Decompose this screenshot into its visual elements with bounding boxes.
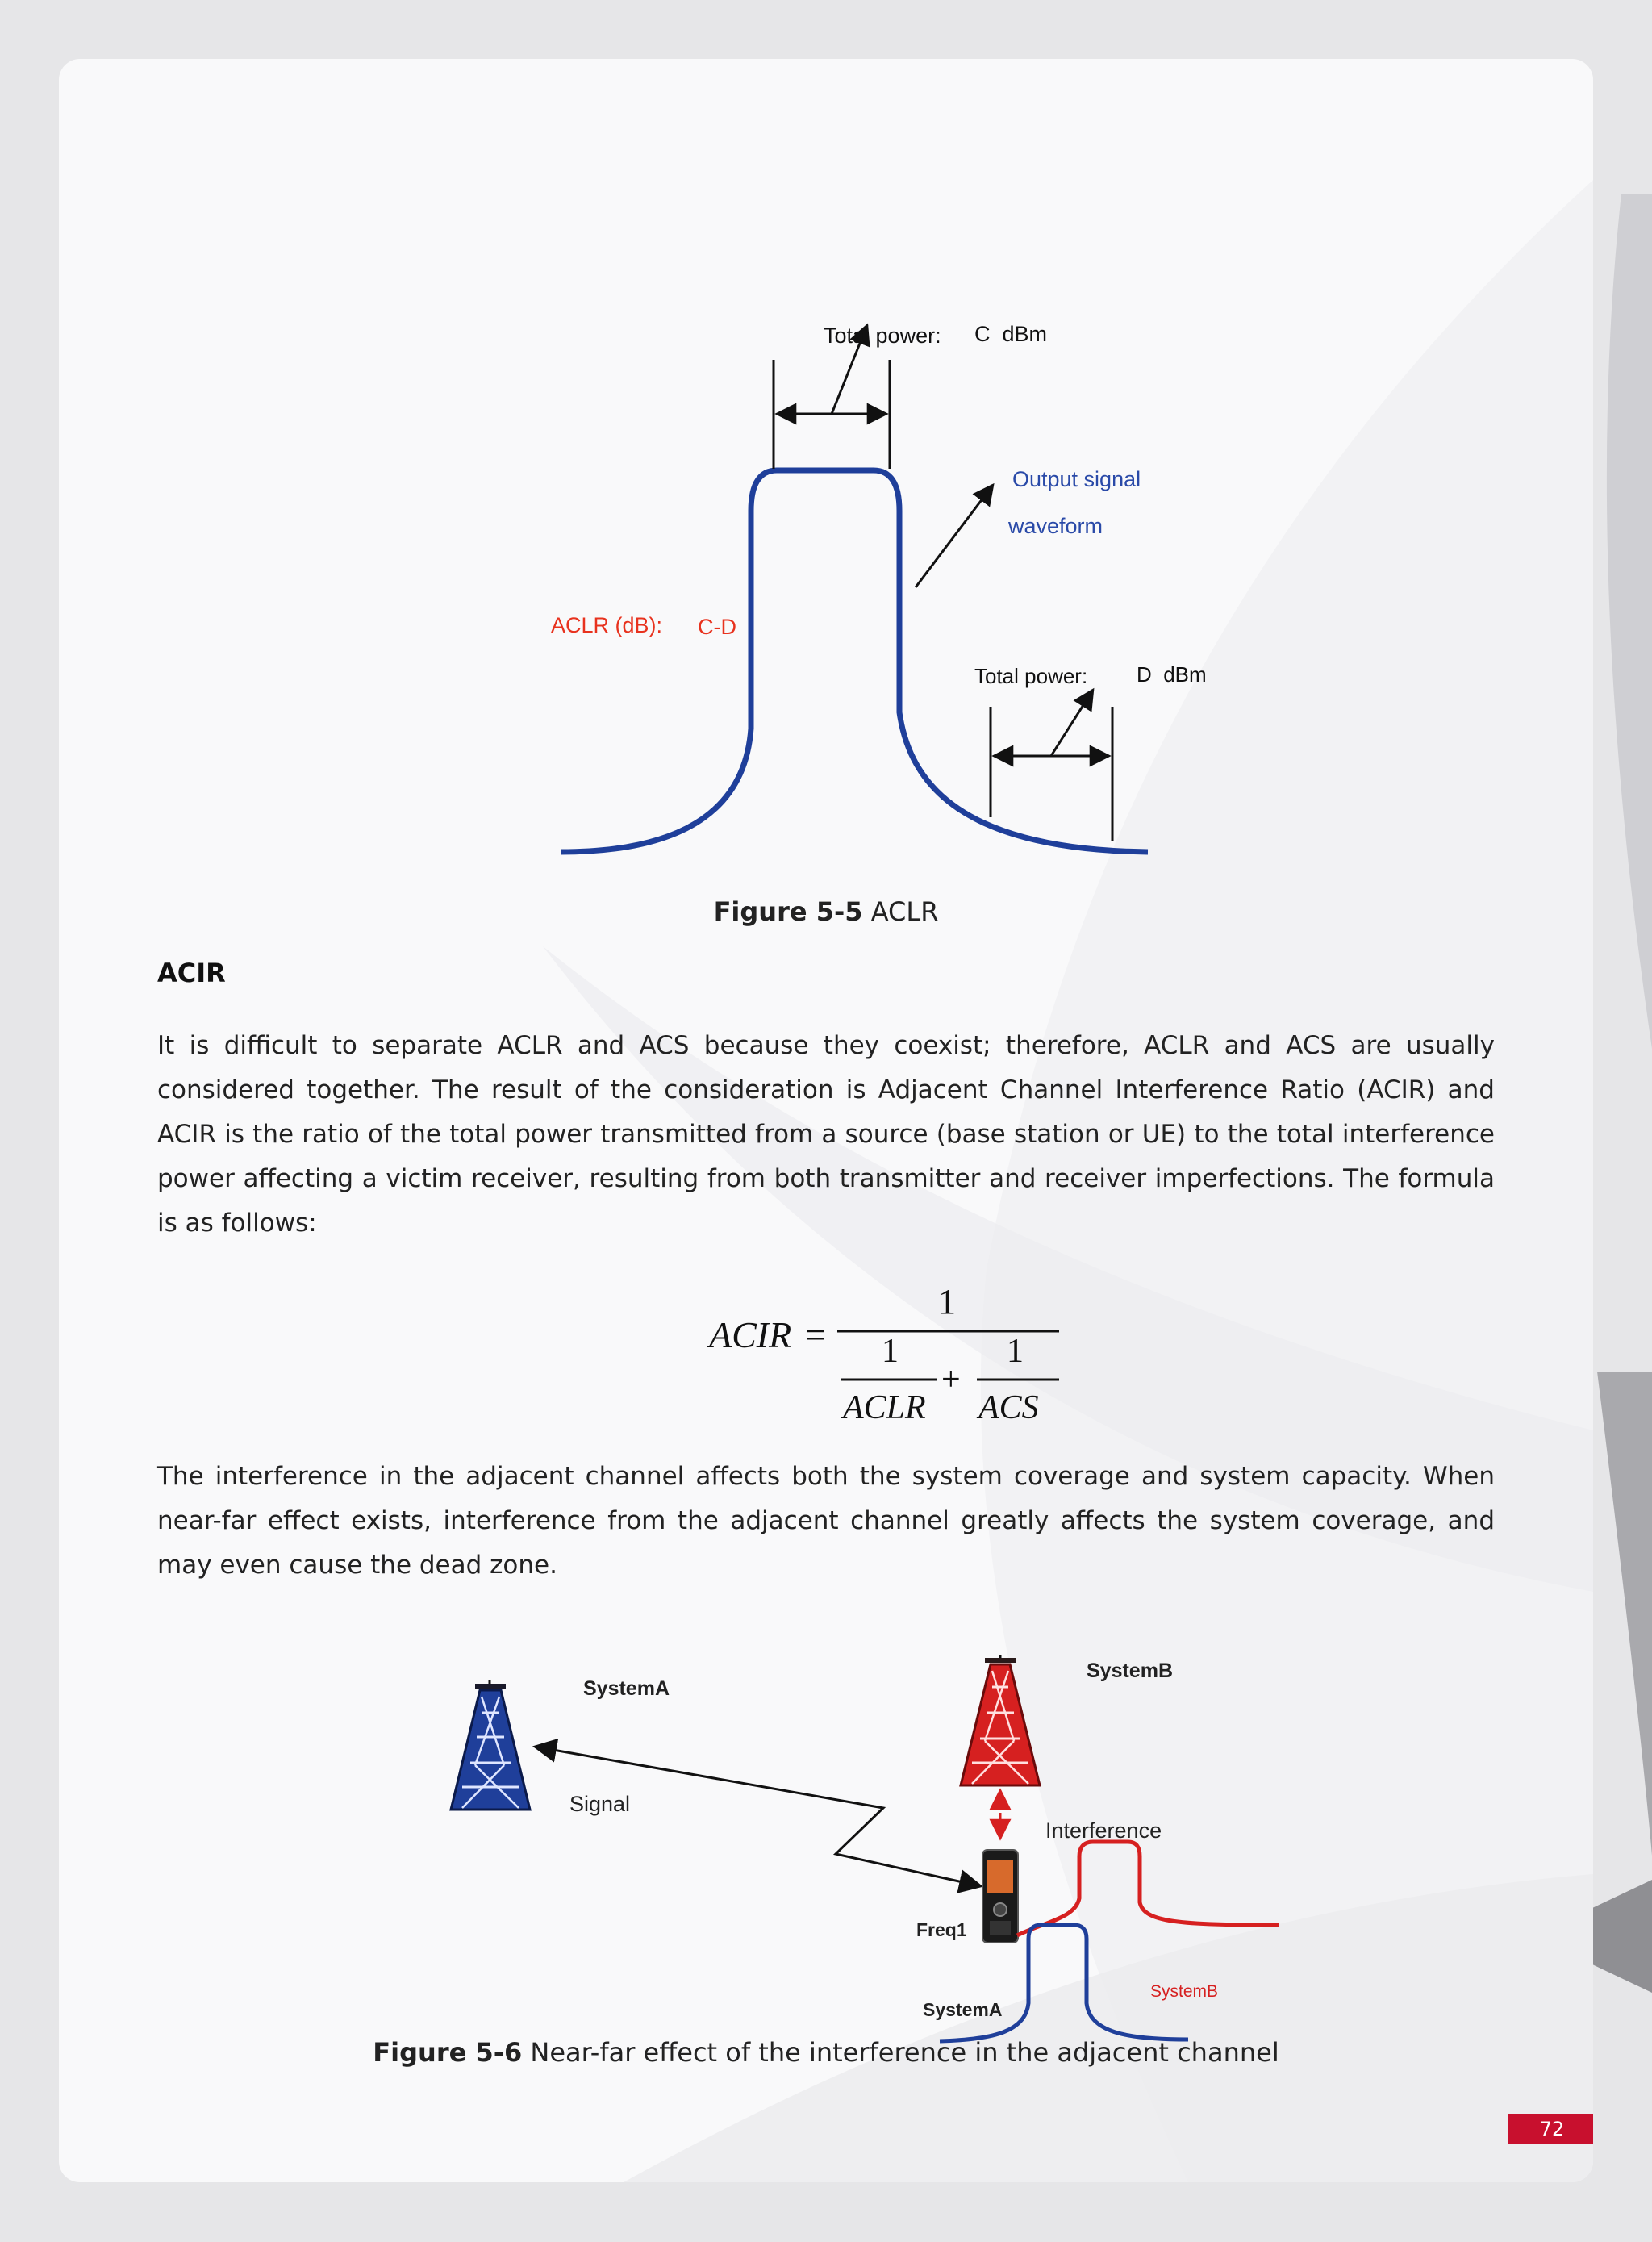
output-pointer-arrow <box>916 485 993 587</box>
formula-numerator: 1 <box>938 1282 956 1321</box>
figure-5-5-caption <box>59 896 1593 927</box>
formula-equals: = <box>805 1314 826 1355</box>
formula-lhs: ACIR <box>709 1314 792 1355</box>
document-page <box>59 59 1593 2182</box>
formula-one-a: 1 <box>882 1333 899 1370</box>
waveform-label: waveform <box>1008 514 1103 538</box>
system-a-tower-icon <box>451 1680 530 1810</box>
figure-5-6-caption <box>59 2037 1593 2068</box>
c-dbm-label: C dBm <box>974 322 1048 346</box>
figure-5-6-title: Near-far effect of the interference in the adjacent channel <box>522 2037 1279 2068</box>
total-power-c-label: Total power: <box>824 324 941 348</box>
aclr-figure <box>494 253 1237 882</box>
formula-den-acs: ACS <box>978 1389 1039 1426</box>
system-b-spectrum-curve <box>1017 1842 1279 1935</box>
figure-5-5-number: Figure 5-5 <box>713 896 863 927</box>
aclr-db-label: ACLR (dB): <box>551 613 663 637</box>
system-b-tower-label: SystemB <box>1087 1660 1173 1682</box>
system-b-curve-label: SystemB <box>1150 1982 1219 2001</box>
system-b-tower-icon <box>961 1655 1040 1785</box>
d-dbm-label: D dBm <box>1137 662 1207 687</box>
figure-5-6-number: Figure 5-6 <box>373 2037 523 2068</box>
output-signal-label: Output signal <box>1012 467 1141 491</box>
aclr-value-label: C-D <box>698 615 736 639</box>
acir-paragraph: It is difficult to separate ACLR and ACS because they coexist; therefore, ACLR and ACS are usually considered together. The result of the consideration is Adjacent Channel Interference Ratio (ACIR) and ACIR is the ratio of the total power transmitted from a source (base station or UE) to the total interference power affecting a victim receiver, resulting from both transmitter and receiver imperfections. The formula is as follows: <box>157 1031 1495 1238</box>
page-number-badge: 72 <box>1508 2114 1593 2144</box>
formula-den-aclr: ACLR <box>843 1389 926 1426</box>
formula-plus: + <box>941 1361 961 1398</box>
acir-formula <box>640 1217 1059 1434</box>
section-heading: ACIR <box>157 958 226 988</box>
mobile-phone-icon <box>982 1850 1018 1943</box>
signal-label: Signal <box>569 1792 631 1816</box>
pointer-d-arrow <box>1051 690 1093 756</box>
signal-arrow <box>535 1747 981 1886</box>
freq1-label: Freq1 <box>916 1919 967 1940</box>
near-far-paragraph: The interference in the adjacent channel affects both the system coverage and system capacity. When near-far effect exists, interference from the adjacent channel greatly affects the system coverage, and may even cause the dead zone. <box>157 1462 1495 1580</box>
system-a-curve-label: SystemA <box>923 1999 1003 2020</box>
system-a-tower-label: SystemA <box>583 1677 670 1700</box>
total-power-d-label: Total power: <box>974 664 1088 688</box>
interference-label: Interference <box>1045 1818 1162 1843</box>
near-far-figure <box>430 1584 1301 2068</box>
formula-one-b: 1 <box>1007 1333 1024 1370</box>
figure-5-5-title: ACLR <box>862 896 939 927</box>
